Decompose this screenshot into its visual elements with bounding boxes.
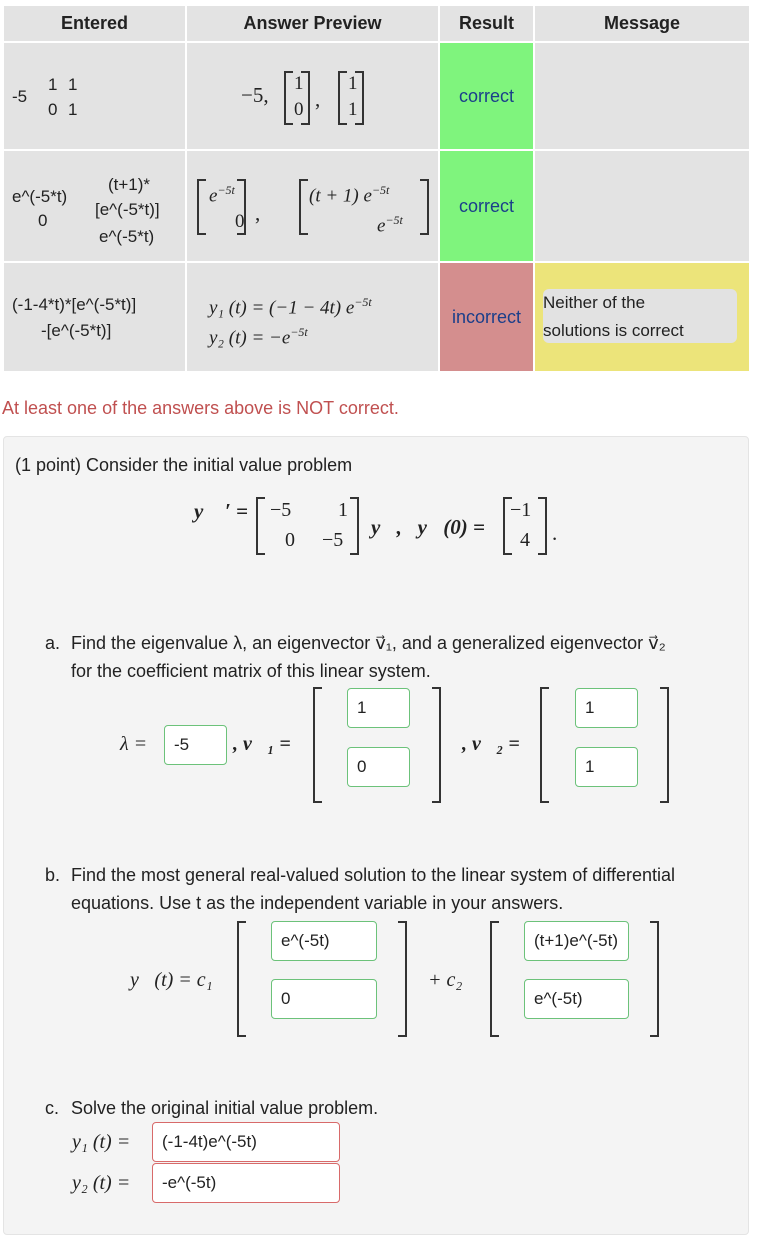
exp-base: e [377,215,386,237]
bracket-left [299,179,308,235]
eq-lhs: y⃗ ′ = [194,499,249,523]
message-line-1: Neither of the [543,293,646,312]
problem-panel [3,436,749,1235]
bracket-right [650,921,659,1037]
preview-v2-top [309,183,389,207]
entered-b: 0 [38,211,48,230]
header-entered: Entered [4,6,185,41]
header-answer-preview: Answer Preview [187,6,438,41]
bracket-left [338,71,347,125]
table-row-3-entered [4,263,185,371]
bracket-left [540,687,549,803]
bracket-left [284,71,293,125]
part-c-marker: c. [45,1098,60,1118]
exp-base: e [209,185,218,207]
part-b-line-1: Find the most general real-valued solution to the linear system of differential [71,865,675,885]
eq-a21: 0 [285,529,295,551]
problem-intro: (1 point) Consider the initial value problem [15,455,353,475]
bracket-right [432,687,441,803]
preview-y2 [209,325,308,349]
bracket-left [237,921,246,1037]
table-row-1-entered [4,43,185,149]
entered-a: e^(-5*t) [12,187,68,206]
preview-comma: , [315,87,321,111]
result-correct: correct [440,43,533,149]
lambda-label: λ = [120,733,148,755]
entered-c3: e^(-5*t) [99,227,155,246]
v1-top-input[interactable] [347,688,410,728]
exp-power: −5t [354,295,372,309]
bracket-left [490,921,499,1037]
entered-c1: (t+1)* [108,175,151,194]
bracket-right [538,497,547,555]
bracket-left [313,687,322,803]
part-a-line-1: Find the eigenvalue λ, an eigenvector v⃗₁, and a generalized eigenvector v⃗₂ [71,633,666,653]
table-row-1-preview [187,43,438,149]
entered-line-1: (-1-4*t)*[e^(-5*t)] [12,295,137,314]
bracket-left [256,497,265,555]
v1-bottom-input[interactable] [347,747,410,787]
results-table [4,6,749,373]
preview-v1-bottom: 0 [294,99,304,120]
table-row-3-preview [187,263,438,371]
exp-power: −5t [217,183,235,197]
table-row-1-message [535,43,749,149]
part-c-line-1: Solve the original initial value problem. [71,1098,379,1118]
bracket-right [420,179,429,235]
eq-a11: −5 [270,499,292,521]
eq-mid: y⃗, y⃗(0) = [371,515,486,539]
v2-bottom-input[interactable] [575,747,638,787]
v2-top-input[interactable] [575,688,638,728]
preview-comma: , [255,201,261,225]
v2-label: , v⃗₂ = [462,733,520,755]
preview-v1-top: 1 [294,73,304,94]
entered-m12: 1 [68,75,78,94]
c1-bottom-input[interactable] [271,979,377,1019]
table-row-2-message [535,151,749,261]
result-incorrect: incorrect [440,263,533,371]
part-b-line-2: equations. Use t as the independent variable in your answers. [71,893,564,913]
header-message: Message [535,6,749,41]
exp-power: −5t [385,213,403,227]
part-a-marker: a. [45,633,61,653]
bracket-right [398,921,407,1037]
preview-v2-top: 1 [348,73,358,94]
c2-bottom-input[interactable] [524,979,629,1019]
lambda-input[interactable] [164,725,227,765]
y1-label: y₁ (t) = [72,1131,131,1153]
c2-top-input[interactable] [524,921,629,961]
preview-v1-bottom: 0 [235,211,245,232]
y2-label: y₂ (t) = [72,1172,131,1194]
bracket-left [197,179,206,235]
entered-c2: [e^(-5*t)] [95,200,160,219]
preview-v1-top [209,183,235,207]
entered-m22: 1 [68,100,78,119]
message-line-2: solutions is correct [543,321,684,340]
warning-message: At least one of the answers above is NOT correct. [2,398,399,418]
bracket-right [350,497,359,555]
c1-top-input[interactable] [271,921,377,961]
v1-label: , v⃗₁ = [233,733,291,755]
eq-a22: −5 [322,529,344,551]
preview-y2-text: y₂ (t) = −e [209,327,291,349]
entered-m11: 1 [48,75,58,94]
table-row-2-preview [187,151,438,261]
eq-a12: 1 [338,499,348,521]
exp-power: −5t [290,325,308,339]
preview-y1 [209,295,372,319]
y2-input[interactable] [152,1163,340,1203]
table-row-3-message [535,263,749,371]
eq-end: . [552,521,558,545]
header-result: Result [440,6,533,41]
result-correct: correct [440,151,533,261]
y1-input[interactable] [152,1122,340,1162]
c2-label: + c₂ [428,969,463,991]
preview-v2-bottom [377,213,403,237]
table-row-2-entered [4,151,185,261]
exp-base: (t + 1) e [309,185,372,207]
message-text [543,289,737,343]
entered-scalar: -5 [12,87,28,106]
entered-m21: 0 [48,100,58,119]
exp-power: −5t [371,183,390,197]
part-b-marker: b. [45,865,61,885]
eq-b2: 4 [520,529,530,551]
y-label: y⃗(t) = c₁ [130,969,213,991]
preview-y1-text: y₁ (t) = (−1 − 4t) e [209,297,355,319]
part-a-line-2: for the coefficient matrix of this linear system. [71,661,431,681]
bracket-right [660,687,669,803]
preview-v2-bottom: 1 [348,99,358,120]
eq-b1: −1 [510,499,532,521]
entered-line-2: -[e^(-5*t)] [41,321,112,340]
preview-lead: −5, [241,83,269,107]
